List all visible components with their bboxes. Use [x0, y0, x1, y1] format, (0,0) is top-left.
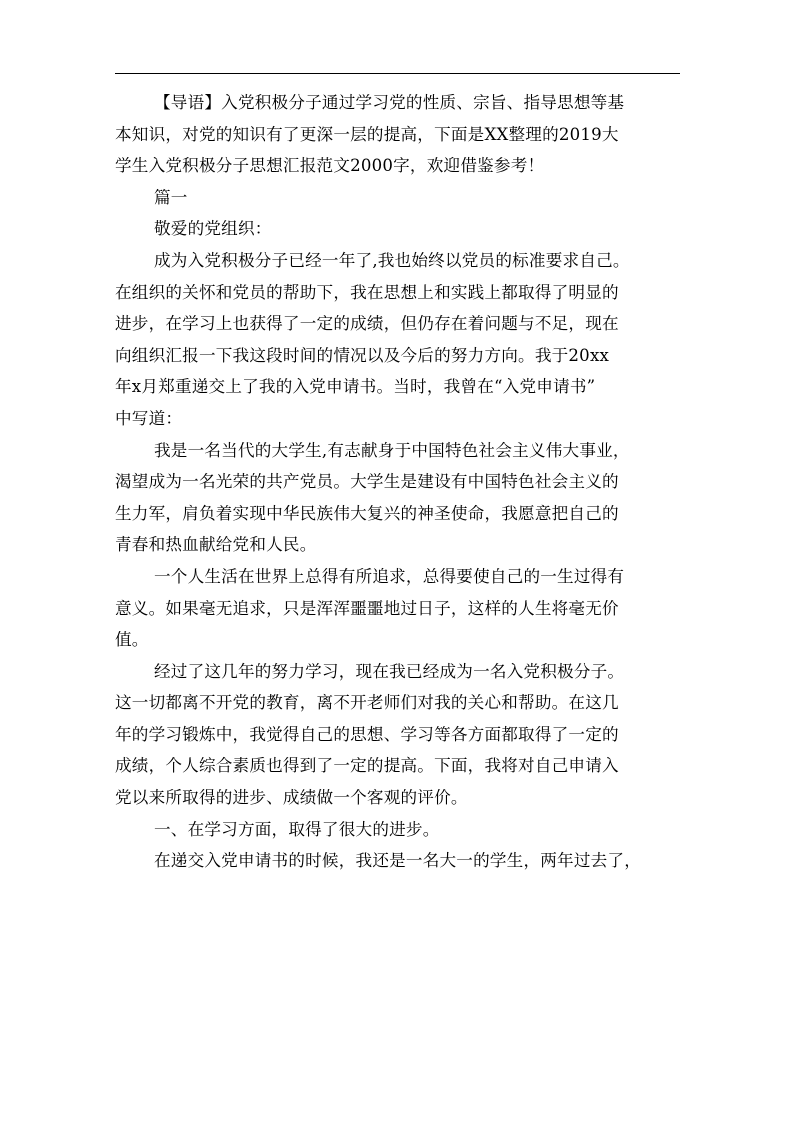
header-rule	[115, 73, 680, 74]
text-line: 一、在学习方面，取得了很大的进步。	[154, 819, 440, 839]
text-line: 敬爱的党组织：	[154, 219, 272, 239]
text-line: 青春和热血献给党和人民。	[115, 535, 317, 555]
text-line: 学生入党积极分子思想汇报范文2000字，欢迎借鉴参考！	[115, 156, 545, 176]
text-line: 意义。如果毫无追求，只是浑浑噩噩地过日子，这样的人生将毫无价	[115, 598, 619, 618]
text-line: 向组织汇报一下我这段时间的情况以及今后的努力方向。我于20xx	[115, 345, 610, 365]
text-line: 党以来所取得的进步、成绩做一个客观的评价。	[115, 788, 468, 808]
text-line: 这一切都离不开党的教育，离不开老师们对我的关心和帮助。在这几	[115, 693, 619, 713]
text-line: 在递交入党申请书的时候，我还是一名大一的学生，两年过去了，	[154, 851, 642, 871]
text-line: 年的学习锻炼中，我觉得自己的思想、学习等各方面都取得了一定的	[115, 724, 619, 744]
text-line: 我是一名当代的大学生,有志献身于中国特色社会主义伟大事业，	[154, 440, 630, 460]
text-line: 一个人生活在世界上总得有所追求，总得要使自己的一生过得有	[154, 566, 625, 586]
text-line: 在组织的关怀和党员的帮助下，我在思想上和实践上都取得了明显的	[115, 282, 619, 302]
document-body	[115, 87, 684, 877]
text-line: 年x月郑重递交上了我的入党申请书。当时，我曾在“入党申请书”	[115, 377, 596, 397]
text-line: 生力军，肩负着实现中华民族伟大复兴的神圣使命，我愿意把自己的	[115, 503, 619, 523]
text-line: 成为入党积极分子已经一年了,我也始终以党员的标准要求自己。	[154, 250, 630, 270]
text-line: 【导语】入党积极分子通过学习党的性质、宗旨、指导思想等基	[154, 93, 625, 112]
text-line: 中写道：	[115, 408, 183, 428]
text-line: 渴望成为一名光荣的共产党员。大学生是建设有中国特色社会主义的	[115, 472, 619, 492]
text-line: 经过了这几年的努力学习，现在我已经成为一名入党积极分子。	[154, 661, 625, 681]
text-line: 值。	[115, 630, 149, 650]
text-line: 成绩，个人综合素质也得到了一定的提高。下面，我将对自己申请入	[115, 756, 619, 776]
text-line: 本知识，对党的知识有了更深一层的提高，下面是XX整理的2019大	[115, 124, 619, 144]
text-line: 进步，在学习上也获得了一定的成绩，但仍存在着问题与不足，现在	[115, 314, 619, 334]
text-line: 篇一	[154, 187, 188, 207]
